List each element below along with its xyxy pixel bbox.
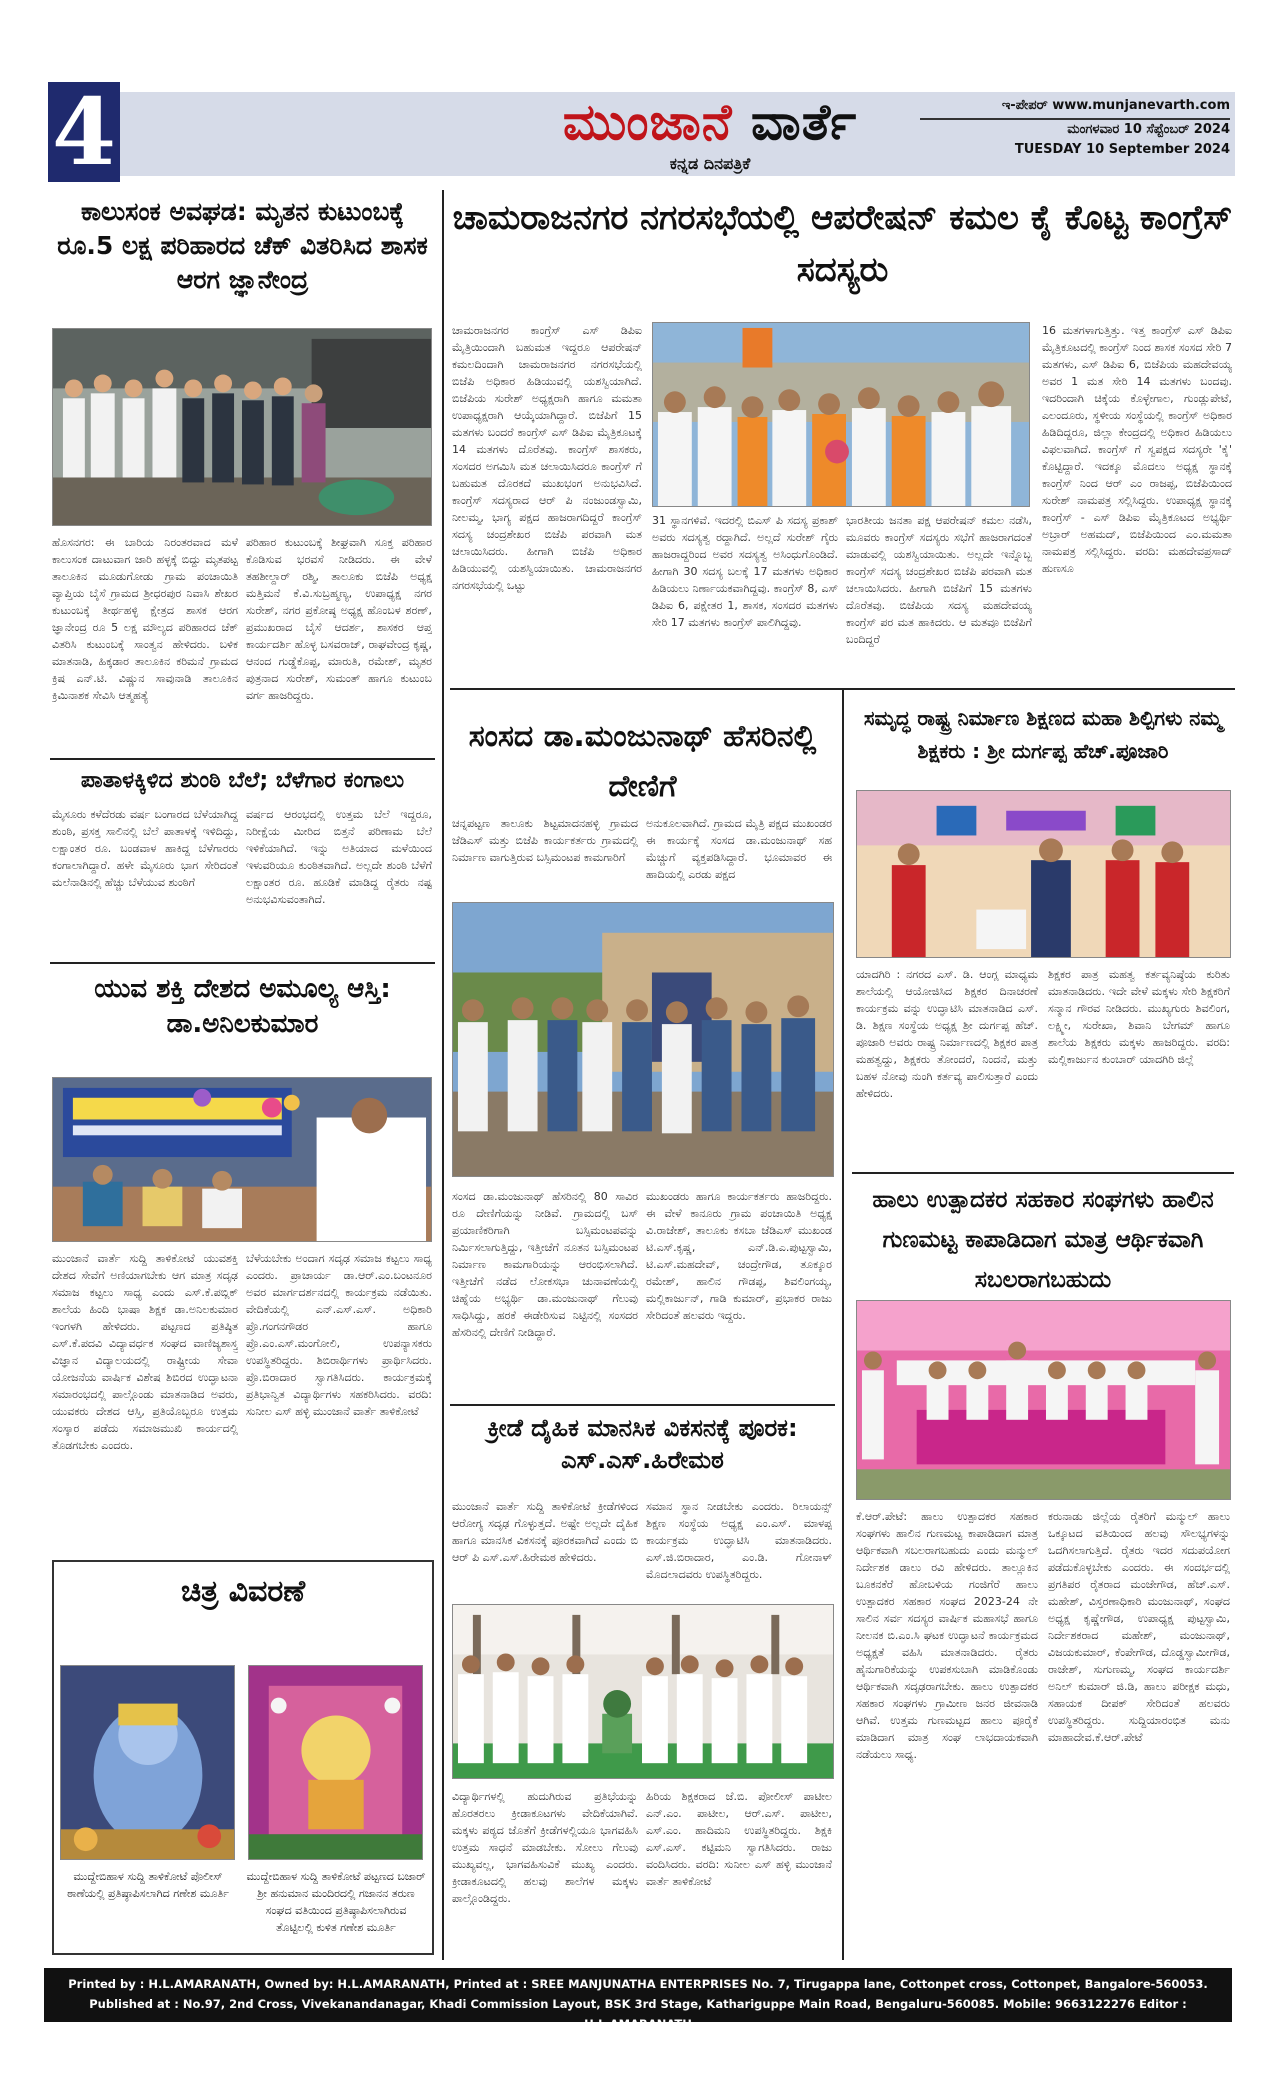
photo-halu [856,1300,1231,1500]
epaper-url[interactable]: ಇ-ಪೇಪರ್ www.munjanevarth.com [1001,98,1230,113]
headline-manjunath: ಸಂಸದ ಡಾ.ಮಂಜುನಾಥ್ ಹೆಸರಿನಲ್ಲಿ ದೇಣಿಗೆ [468,719,817,804]
imprint-line2: Published at : No.97, 2nd Cross, Vivekanandanagar, Khadi Commission Layout, BSK 3rd Stage, Kathariguppe Main Road, Bengaluru-560085. Mobile: 9663122276 Editor : H.L.AMARANATH [89,1997,1187,2031]
date-kannada: ಮಂಗಳವಾರ 10 ಸೆಪ್ಟೆಂಬರ್ 2024 [920,118,1230,140]
photo-kreeda [452,1604,834,1779]
text-chamarajanagar-col1: ಚಾಮರಾಜನಗರ ಕಾಂಗ್ರೆಸ್ ಎಸ್ ಡಿಪಿಐ ಮೈತ್ರಿಯಿಂದಾಗಿ ಬಹುಮತ ಇದ್ದರೂ ಆಪರೇಷನ್ ಕಮಲದಿಂದಾಗಿ ಚಾಮರಾಜನಗರ ನಗರಸಭೆಯಲ್ಲಿ ಬಿಜೆಪಿ ಅಧಿಕಾರ ಹಿಡಿಯುವಲ್ಲಿ ಯಶಸ್ವಿಯಾಗಿದೆ. ಬಿಜೆಪಿಯ ಸುರೇಶ್ ಅಧ್ಯಕ್ಷರಾಗಿ ಹಾಗೂ ಮಮತಾ ಉಪಾಧ್ಯಕ್ಷರಾಗಿ ಆಯ್ಕೆಯಾಗಿದ್ದಾರೆ. ಬಿಜೆಪಿಗೆ 15 ಮತಗಳು ಬಂದರೆ ಕಾಂಗ್ರೆಸ್ ಎಸ್ ಡಿಪಿಐ ಮೈತ್ರಿಕೂಟಕ್ಕೆ 14 ಮತಗಳು ದೊರೆತವು. ಕಾಂಗ್ರೆಸ್ ಶಾಸಕರು, ಸಂಸದರ ಅಗಮಿಸಿ ಮತ ಚಲಾಯಿಸಿದರೂ ಕಾಂಗ್ರೆಸ್ ಗೆ ಬಹುಮತ ದೊರಕದೆ ಮುಖಭಂಗ ಅನುಭವಿಸಿದೆ. ಕಾಂಗ್ರೆಸ್ ಸದಸ್ಯರಾದ ಆರ್ ಪಿ ನಂಜುಂಡಸ್ವಾಮಿ, ನೀಲಮ್ಮ, ಭಾಗ್ಯ ಪಕ್ಷದ ಹಾಜರಾಗದಿದ್ದರೆ ಕಾಂಗ್ರೆಸ್ ಸದಸ್ಯ ಚಂದ್ರಶೇಖರ ಬಿಜೆಪಿ ಪರವಾಗಿ ಮತ ಚಲಾಯಿಸಿದರು. ಹೀಗಾಗಿ ಬಿಜೆಪಿ ಅಧಿಕಾರ ಹಿಡಿಯುವಲ್ಲಿ ಯಶಸ್ವಿಯಾಯಿತು. ಚಾಮರಾಜನಗರ ನಗರಸಭೆಯಲ್ಲಿ ಒಟ್ಟು [452,324,642,592]
photo-ganesha-1 [60,1665,235,1860]
headline-pathala: ಪಾತಾಳಕ್ಕಿಳಿದ ಶುಂಠಿ ಬೆಲೆ; ಬೆಳೆಗಾರ ಕಂಗಾಲು [80,768,405,793]
photo-chamarajanagar [652,322,1030,507]
newspaper-title [540,92,880,152]
text-yuva-col2: ಬೆಳೆಯಬೇಕು ಅಂದಾಗ ಸದೃಢ ಸಮಾಜ ಕಟ್ಟಲು ಸಾಧ್ಯ ಎಂದರು. ಪ್ರಾಚಾರ್ಯ ಡಾ.ಆರ್.ಎಂ.ಬಂಟನೂರ ಅವರ ಮಾರ್ಗದರ್ಶನದಲ್ಲಿ ಕಾರ್ಯಕ್ರಮ ನಡೆಯಿತು. ವೇದಿಕೆಯಲ್ಲಿ ಎನ್.ಎಸ್.ಎಸ್. ಅಧಿಕಾರಿ ಪ್ರೊ.ಗಂಗನಗೌಡರ ಹಾಗೂ ಪ್ರೊ.ಎಂ.ಎಸ್.ಮಂಗೋಲಿ, ಉಪನ್ಯಾಸಕರು ಉಪಸ್ಥಿತರಿದ್ದರು. ಶಿಬಿರಾರ್ಥಿಗಳು ಪ್ರಾರ್ಥಿಸಿದರು. ಪ್ರೊ.ಬಿರಾದಾರ ಸ್ವಾಗತಿಸಿದರು. ಕಾರ್ಯಕ್ರಮಕ್ಕೆ ಪ್ರತಿಭಾನ್ವಿತ ವಿದ್ಯಾರ್ಥಿಗಳು ಸಹಕರಿಸಿದರು. ವರದಿ: ಸುನೀಲ ಎಸ್ ಹಳ್ಳಿ ಮುಂಜಾನೆ ವಾರ್ತೆ ತಾಳಿಕೋಟೆ [246,1252,432,1418]
imprint-footer [44,1968,1232,2031]
text-halu-col1: ಕೆ.ಆರ್.ಪೇಟೆ: ಹಾಲು ಉತ್ಪಾದಕರ ಸಹಕಾರ ಸಂಘಗಳು ಹಾಲಿನ ಗುಣಮಟ್ಟ ಕಾಪಾಡಿದಾಗ ಮಾತ್ರ ಆರ್ಥಿಕವಾಗಿ ಸಬಲರಾಗಬಹುದು ಎಂದು ಮನ್ಮುಲ್ ನಿರ್ದೇಶಕ ಡಾಲು ರವಿ ಹೇಳಿದರು. ತಾಲ್ಲೂಕಿನ ಬೂಕನಕೆರೆ ಹೋಬಳಿಯ ಗಂಜಿಗೆರೆ ಹಾಲು ಉತ್ಪಾದಕರ ಸಹಕಾರ ಸಂಘದ 2023-24 ನೇ ಸಾಲಿನ ಸರ್ವ ಸದಸ್ಯರ ವಾರ್ಷಿಕ ಮಹಾಸಭೆ ಹಾಗೂ ನೀಲನಕ ಬಿ.ಎಂ.ಸಿ ಘಟಕ ಉದ್ಘಾಟನೆ ಕಾರ್ಯಕ್ರಮದ ಅಧ್ಯಕ್ಷತೆ ವಹಿಸಿ ಮಾತನಾಡಿದರು. ರೈತರು ಹೈನುಗಾರಿಕೆಯನ್ನು ಉಪಕಸುಬಾಗಿ ಮಾಡಿಕೊಂಡು ಆರ್ಥಿಕವಾಗಿ ಸದೃಢರಾಗಬೇಕು. ಹಾಲು ಉತ್ಪಾದಕರ ಸಹಕಾರ ಸಂಘಗಳು ಗ್ರಾಮೀಣ ಜನರ ಜೀವನಾಡಿ ಆಗಿವೆ. ಉತ್ತಮ ಗುಣಮಟ್ಟದ ಹಾಲು ಪೂರೈಕೆ ಮಾಡಿದಾಗ ಮಾತ್ರ ಸಂಘ ಲಾಭದಾಯಕವಾಗಿ ನಡೆಯಲು ಸಾಧ್ಯ. [856,1510,1038,1761]
section-rule [50,758,435,760]
masthead [540,92,880,174]
newspaper-subtitle: ಕನ್ನಡ ದಿನಪತ್ರಿಕೆ [669,154,751,173]
text-chamarajanagar-col3: ಭಾರತೀಯ ಜನತಾ ಪಕ್ಷ ಆಪರೇಷನ್ ಕಮಲ ನಡೆಸಿ, ಮೂವರು ಕಾಂಗ್ರೆಸ್ ಸದಸ್ಯರು ಸಭೆಗೆ ಹಾಜರಾಗದಂತೆ ಮಾಡುವಲ್ಲಿ ಯಶಸ್ವಿಯಾಯಿತು. ಅಲ್ಲದೇ ಇನ್ನೊಬ್ಬ ಕಾಂಗ್ರೆಸ್ ಸದಸ್ಯ ಚಂದ್ರಶೇಖರ ಬಿಜೆಪಿ ಪರವಾಗಿ ಮತ ಚಲಾಯಿಸಿದರು. ಹೀಗಾಗಿ ಬಿಜೆಪಿಗೆ 15 ಮತಗಳು ದೊರೆತವು. ಬಿಜೆಪಿಯ ಸದಸ್ಯ ಮಹದೇವಯ್ಯ ಕಾಂಗ್ರೆಸ್ ಪರ ಮತ ಹಾಕಿದರು. ಆ ಮತವೂ ಬಿಜೆಪಿಗೆ ಬಂದಿದ್ದರೆ [846,514,1032,646]
headline-kalusanka: ಕಾಲುಸಂಕ ಅವಘಡ: ಮೃತನ ಕುಟುಂಬಕ್ಕೆ ರೂ.5 ಲಕ್ಷ ಪರಿಹಾರದ ಚೆಕ್ ವಿತರಿಸಿದ ಶಾಸಕ ಆರಗ ಜ್ಞಾನೇಂದ್ರ [57,197,428,294]
photo-yuva [52,1077,432,1242]
section-rule [450,688,1235,690]
text-kreeda-col1: ವಿದ್ಯಾರ್ಥಿಗಳಲ್ಲಿ ಹುದುಗಿರುವ ಪ್ರತಿಭೆಯನ್ನು ಹೊರತರಲು ಕ್ರೀಡಾಕೂಟಗಳು ವೇದಿಕೆಯಾಗಿವೆ. ಮಕ್ಕಳು ಪಠ್ಯದ ಜೊತೆಗೆ ಕ್ರೀಡೆಗಳಲ್ಲಿಯೂ ಭಾಗವಹಿಸಿ ಉತ್ತಮ ಸಾಧನೆ ಮಾಡಬೇಕು. ಸೋಲು ಗೆಲುವು ಮುಖ್ಯವಲ್ಲ, ಭಾಗವಹಿಸುವಿಕೆ ಮುಖ್ಯ ಎಂದರು. ಕ್ರೀಡಾಕೂಟದಲ್ಲಿ ಹಲವು ಶಾಲೆಗಳ ಮಕ್ಕಳು ಪಾಲ್ಗೊಂಡಿದ್ದರು. [452,1790,638,1905]
page-number: 4 [48,82,120,182]
text-chamarajanagar-col4: 16 ಮತಗಳಾಗುತ್ತಿತ್ತು. ಇತ್ತ ಕಾಂಗ್ರೆಸ್ ಎಸ್ ಡಿಪಿಐ ಮೈತ್ರಿಕೂಟದಲ್ಲಿ ಕಾಂಗ್ರೆಸ್ ನಿಂದ ಶಾಸಕ ಸಂಸದ ಸೇರಿ 7 ಮತಗಳು, ಎಸ್ ಡಿಪಿಐ 6, ಬಿಜೆಪಿಯ ಮಹದೇವಯ್ಯ ಅವರ 1 ಮತ ಸೇರಿ 14 ಮತಗಳು ಬಂದವು. ಇದರಿಂದಾಗಿ ಚಿಕ್ಕೆಯ ಕೊಳ್ಳೇಗಾಲ, ಗುಂಡ್ಲುಪೇಟೆ, ಎಲಂದೂರು, ಸ್ಥಳೀಯ ಸಂಸ್ಥೆಯಲ್ಲಿ ಕಾಂಗ್ರೆಸ್ ಅಧಿಕಾರ ಹಿಡಿದಿದ್ದರೂ, ಜಿಲ್ಲಾ ಕೇಂದ್ರದಲ್ಲಿ ಅಧಿಕಾರ ಹಿಡಿಯಲು ವಿಫಲವಾಗಿದೆ. ಕಾಂಗ್ರೆಸ್ ಗೆ ಸ್ವಪಕ್ಷದ ಸದಸ್ಯರೇ 'ಕೈ' ಕೊಟ್ಟಿದ್ದಾರೆ. ಇದಕ್ಕೂ ಮೊದಲು ಅಧ್ಯಕ್ಷ ಸ್ಥಾನಕ್ಕೆ ಕಾಂಗ್ರೆಸ್ ನಿಂದ ಆರ್ ಎಂ ರಾಜಪ್ಪ, ಬಿಜೆಪಿಯಿಂದ ಸುರೇಶ್ ನಾಮಪತ್ರ ಸಲ್ಲಿಸಿದ್ದರು. ಉಪಾಧ್ಯಕ್ಷ ಸ್ಥಾನಕ್ಕೆ ಕಾಂಗ್ರೆಸ್ - ಎಸ್ ಡಿಪಿಐ ಮೈತ್ರಿಕೂಟದ ಅಭ್ಯರ್ಥಿ ಅಬ್ರಾರ್ ಅಹಮದ್, ಬಿಜೆಪಿಯಿಂದ ಎಂ.ಮಮತಾ ನಾಮಪತ್ರ ಸಲ್ಲಿಸಿದ್ದರು. ವರದಿ: ಮಹದೇವಪ್ರಸಾದ್ ಹುಣಸೂ [1042,324,1232,575]
headline-chitra: ಚಿತ್ರ ವಿವರಣೆ [180,1574,306,1609]
caption-ganesha-2: ಮುದ್ದೇಬಿಹಾಳ ಸುದ್ದಿ ತಾಳಿಕೋಟೆ ಪಟ್ಟಣದ ಬಜಾರ್ ಶ್ರೀ ಹನುಮಾನ ಮಂದಿರದಲ್ಲಿ ಗಜಾನನ ತರುಣ ಸಂಘದ ವತಿಯಿಂದ ಪ್ರತಿಷ್ಠಾಪಿಸಲಾಗಿರುವ ತೊಟ್ಟಿಲಲ್ಲಿ ಕುಳಿತ ಗಣೇಶ ಮೂರ್ತಿ [246,1870,426,1934]
text-halu-col2: ಕರುನಾಡು ಜಿಲ್ಲೆಯ ರೈತರಿಗೆ ಮನ್ಮುಲ್ ಹಾಲು ಒಕ್ಕೂಟದ ವತಿಯಿಂದ ಹಲವು ಸೌಲಭ್ಯಗಳನ್ನು ಒದಗಿಸಲಾಗುತ್ತಿದೆ. ರೈತರು ಇದರ ಸದುಪಯೋಗ ಪಡೆದುಕೊಳ್ಳಬೇಕು ಎಂದರು. ಈ ಸಂದರ್ಭದಲ್ಲಿ ಪ್ರಗತಿಪರ ರೈತರಾದ ಮಂಜೇಗೌಡ, ಹೆಚ್.ಎಸ್. ಮಹೇಶ್, ವಿಸ್ತರಣಾಧಿಕಾರಿ ಮಂಜುನಾಥ್, ಸಂಘದ ಅಧ್ಯಕ್ಷ ಕೃಷ್ಣೇಗೌಡ, ಉಪಾಧ್ಯಕ್ಷ ಪುಟ್ಟಸ್ವಾಮಿ, ನಿರ್ದೇಶಕರಾದ ಮಹೇಶ್, ಮಂಜುನಾಥ್, ವಿಜಯಕುಮಾರ್, ಕೆಂಪೇಗೌಡ, ದೊಡ್ಡಸ್ವಾಮೀಗೌಡ, ರಾಜೇಶ್, ಸುಗುಣಮ್ಮ, ಸಂಘದ ಕಾರ್ಯದರ್ಶಿ ಅನಿಲ್ ಕುಮಾರ್ ಜಿ.ಡಿ, ಹಾಲು ಪರೀಕ್ಷಕ ಮಧು, ಸಹಾಯಕ ದೀಪಕ್ ಸೇರಿದಂತೆ ಹಲವರು ಉಪಸ್ಥಿತರಿದ್ದರು. ಸುದ್ದಿಯಾರಂಭಿತ ಮನು ಮಾಹಾದೇವ.ಕೆ.ಆರ್.ಪೇಟೆ [1048,1510,1230,1744]
caption-ganesha-1: ಮುದ್ದೇಬಿಹಾಳ ಸುದ್ದಿ ತಾಳಿಕೋಟೆ ಪೊಲೀಸ್ ಠಾಣೆಯಲ್ಲಿ ಪ್ರತಿಷ್ಠಾಪಿಸಲಾಗಿದ ಗಣೇಶ ಮೂರ್ತಿ [67,1870,229,1900]
text-yuva-col1: ಮುಂಜಾನೆ ವಾರ್ತೆ ಸುದ್ದಿ ತಾಳಿಕೋಟೆ ಯುವಶಕ್ತಿ ದೇಶದ ಸೇವೆಗೆ ಅಣಿಯಾಗಬೇಕು ಆಗ ಮಾತ್ರ ಸದೃಢ ಸಮಾಜ ಕಟ್ಟಲು ಸಾಧ್ಯ ಎಂದು ಎಸ್.ಕೆ.ಪಬ್ಲಿಕ್ ಶಾಲೆಯ ಹಿಂದಿ ಭಾಷಾ ಶಿಕ್ಷಕ ಡಾ.ಅನಿಲಕುಮಾರ ಇಂಗಳಗಿ ಹೇಳಿದರು. ಪಟ್ಟಣದ ಪ್ರತಿಷ್ಠಿತ ಎಸ್.ಕೆ.ಪದವಿ ವಿದ್ಯಾವರ್ಧಕ ಸಂಘದ ವಾಣಿಜ್ಯಶಾಸ್ತ್ರ ವಿಜ್ಞಾನ ವಿದ್ಯಾಲಯದಲ್ಲಿ ರಾಷ್ಟ್ರೀಯ ಸೇವಾ ಯೋಜನೆಯ ವಾರ್ಷಿಕ ವಿಶೇಷ ಶಿಬಿರದ ಉದ್ಘಾಟನಾ ಸಮಾರಂಭದಲ್ಲಿ ಪಾಲ್ಗೊಂಡು ಮಾತನಾಡಿದ ಅವರು, ಯುವಕರು ದೇಶದ ಆಸ್ತಿ, ಪ್ರತಿಯೊಬ್ಬರೂ ಉತ್ತಮ ಸಂಸ್ಕಾರ ಪಡೆದು ಸಮಾಜಮುಖಿ ಕಾರ್ಯದಲ್ಲಿ ತೊಡಗಬೇಕು ಎಂದರು. [52,1252,238,1452]
column-divider [842,690,844,1960]
text-kreeda-intro1: ಮುಂಜಾನೆ ವಾರ್ತೆ ಸುದ್ದಿ ತಾಳಿಕೋಟೆ ಕ್ರೀಡೆಗಳಿಂದ ಆರೋಗ್ಯ ಸದೃಢ ಗೊಳ್ಳುತ್ತದೆ. ಅಷ್ಟೇ ಅಲ್ಲದೇ ದೈಹಿಕ ಹಾಗೂ ಮಾನಸಿಕ ವಿಕಸನಕ್ಕೆ ಪೂರಕವಾಗಿದೆ ಎಂದು ಬಿ ಆರ್ ಪಿ ಎಸ್.ಎಸ್.ಹಿರೇಮಠ ಹೇಳಿದರು. [452,1500,638,1564]
section-rule [450,1404,835,1406]
photo-manjunath [452,902,834,1177]
section-rule [50,962,435,964]
text-manjunath-col1: ಸಂಸದ ಡಾ.ಮಂಜುನಾಥ್ ಹೆಸರಿನಲ್ಲಿ 80 ಸಾವಿರ ರೂ ದೇಣಿಗೆಯನ್ನು ನೀಡಿವೆ. ಗ್ರಾಮದಲ್ಲಿ ಬಸ್ ಪ್ರಯಾಣಿಕರಿಗಾಗಿ ಬಸ್ಸಿಮಂಟಪವನ್ನು ನಿರ್ಮಿಸಲಾಗುತ್ತಿದ್ದು, ಇತ್ತೀಚೆಗೆ ನೂತನ ಬಸ್ಸಿಮಂಟಪ ನಿರ್ಮಾಣ ಕಾಮಗಾರಿಯನ್ನು ಆರಂಭಿಸಲಾಗಿದೆ. ಇತ್ತೀಚೆಗೆ ನಡೆದ ಲೋಕಸಭಾ ಚುನಾವಣೆಯಲ್ಲಿ ಚಿಹ್ನೆಯ ಅಭ್ಯರ್ಥಿ ಡಾ.ಮಂಜುನಾಥ್ ಗೆಲುವು ಸಾಧಿಸಿದ್ದು, ಹರಕೆ ಈಡೇರಿಸುವ ನಿಟ್ಟಿನಲ್ಲಿ ಸಂಸದರ ಹೆಸರಿನಲ್ಲಿ ದೇಣಿಗೆ ನೀಡಿದ್ದಾರೆ. [452,1190,638,1339]
section-rule [852,1172,1234,1174]
headline-yuva: ಯುವ ಶಕ್ತಿ ದೇಶದ ಅಮೂಲ್ಯ ಆಸ್ತಿ: ಡಾ.ಅನಿಲಕುಮಾರ [94,974,391,1040]
text-pathala-col2: ವರ್ಷದ ಆರಂಭದಲ್ಲಿ ಉತ್ತಮ ಬೆಲೆ ಇದ್ದರೂ, ನಿರೀಕ್ಷೆಯ ಮೀರಿದ ಬಿತ್ತನೆ ಪರಿಣಾಮ ಬೆಲೆ ಇಳಿಕೆಯಾಗಿದೆ. ಇನ್ನು ಅತಿಯಾದ ಮಳೆಯಿಂದ ಇಳುವರಿಯೂ ಕುಂಠಿತವಾಗಿದೆ. ಅಲ್ಲದೇ ಶುಂಠಿ ಬೆಳೆಗೆ ಲಕ್ಷಾಂತರ ರೂ. ಹೂಡಿಕೆ ಮಾಡಿದ್ದ ರೈತರು ನಷ್ಟ ಅನುಭವಿಸುವಂತಾಗಿದೆ. [246,808,432,906]
title-part1: ಮುಂಜಾನೆ [562,93,733,151]
text-manjunath-intro2: ಅನುಕೂಲವಾಗಿದೆ. ಗ್ರಾಮದ ಮೈತ್ರಿ ಪಕ್ಷದ ಮುಖಂಡರ ಈ ಕಾರ್ಯಕ್ಕೆ ಸಂಸದ ಡಾ.ಮಂಜುನಾಥ್ ಸಹ ಮೆಚ್ಚುಗೆ ವ್ಯಕ್ತಪಡಿಸಿದ್ದಾರೆ. ಭೂಮಾವರ ಈ ಹಾದಿಯಲ್ಲಿ ಎರಡು ಪಕ್ಷದ [646,817,832,881]
text-pathala-col1: ಮೈಸೂರು ಕಳೆದೆರಡು ವರ್ಷ ಬಂಗಾರದ ಬೆಳೆಯಾಗಿದ್ದ ಶುಂಠಿ, ಪ್ರಸಕ್ತ ಸಾಲಿನಲ್ಲಿ ಬೆಲೆ ಪಾತಾಳಕ್ಕೆ ಇಳಿದಿದ್ದು, ಲಕ್ಷಾಂತರ ರೂ. ಬಂಡವಾಳ ಹಾಕಿದ್ದ ಬೆಳೆಗಾರರು ಕಂಗಾಲಾಗಿದ್ದಾರೆ. ಹಳೇ ಮೈಸೂರು ಭಾಗ ಸೇರಿದಂತೆ ಮಲೆನಾಡಿನಲ್ಲಿ ಹೆಚ್ಚು ಬೆಳೆಯುವ ಶುಂಠಿಗೆ [52,808,238,889]
text-kalusanka-col1: ಹೊಸನಗರ: ಈ ಬಾರಿಯ ನಿರಂತರವಾದ ಮಳೆ ಕಾಲುಸಂಕ ದಾಟುವಾಗ ಜಾರಿ ಹಳ್ಳಕ್ಕೆ ಬಿದ್ದು ಮೃತಪಟ್ಟ ತಾಲೂಕಿನ ಮೂಡುಗೋಡು ಗ್ರಾಮ ಪಂಚಾಯಿತಿ ವ್ಯಾಪ್ತಿಯ ಬೈಸೆ ಗ್ರಾಮದ ಶ್ರೀಧರಪುರ ನಿವಾಸಿ ಶೇಖರ ಕುಟುಂಬಕ್ಕೆ ತೀರ್ಥಹಳ್ಳಿ ಕ್ಷೇತ್ರದ ಶಾಸಕ ಆರಗ ಜ್ಞಾನೇಂದ್ರ ರೂ 5 ಲಕ್ಷ ಮೌಲ್ಯದ ಪರಿಹಾರದ ಚೆಕ್ ವಿತರಿಸಿ ಕುಟುಂಬಕ್ಕೆ ಸಾಂತ್ವನ ಹೇಳಿದರು. ಬಳಿಕ ಮಾತನಾಡಿ, ಹಿಕ್ಕಡಾರ ತಾಲೂಕಿನ ಕರಿಮನೆ ಗ್ರಾಮದ ಕ್ರಿಷ ಎನ್.ಟಿ. ವಿಷ್ಣುನ ಸಾವುನಾಡಿ ತಾಲೂಕಿನ ಕ್ರಿಮಿನಾಶಕ ಸೇವಿಸಿ ಆತ್ಮಹತ್ಯೆ [52,536,238,702]
text-manjunath-intro1: ಚನ್ನಪಟ್ಟಣ ತಾಲೂಕು ಶಿಟ್ಟಮಾದನಹಳ್ಳಿ ಗ್ರಾಮದ ಜೆಡಿಎಸ್ ಮತ್ತು ಬಿಜೆಪಿ ಕಾರ್ಯಕರ್ತರು ಗ್ರಾಮದಲ್ಲಿ ನಿರ್ಮಾಣ ವಾಗುತ್ತಿರುವ ಬಸ್ಸಿಮಂಟಪ ಕಾಮಗಾರಿಗೆ [452,817,638,864]
text-shikshaka-col1: ಯಾದಗಿರಿ : ನಗರದ ಎಸ್. ಡಿ. ಆಂಗ್ಲ ಮಾಧ್ಯಮ ಶಾಲೆಯಲ್ಲಿ ಆಯೋಜಿಸಿದ ಶಿಕ್ಷಕರ ದಿನಾಚರಣೆ ಕಾರ್ಯಕ್ರಮ ವನ್ನು ಉದ್ಘಾಟಿಸಿ ಮಾತನಾಡಿದ ಎಸ್. ಡಿ. ಶಿಕ್ಷಣ ಸಂಸ್ಥೆಯ ಅಧ್ಯಕ್ಷ ಶ್ರೀ ದುರ್ಗಪ್ಪ ಹೆಚ್. ಪೂಜಾರಿ ಅವರು ರಾಷ್ಟ್ರ ನಿರ್ಮಾಣದಲ್ಲಿ ಶಿಕ್ಷಕರ ಪಾತ್ರ ಮಹತ್ವದ್ದು, ಶಿಕ್ಷಕರು ತೋಂದರೆ, ನಿಂದನೆ, ಮತ್ತು ಬಹಳ ನೋವು ನುಂಗಿ ಕರ್ತವ್ಯ ಪಾಲಿಸುತ್ತಾರೆ ಎಂದು ಹೇಳಿದರು. [856,968,1038,1100]
date-english: TUESDAY 10 September 2024 [1014,142,1230,157]
text-shikshaka-col2: ಶಿಕ್ಷಕರ ಪಾತ್ರ ಮಹತ್ವ ಕರ್ತವ್ಯನಿಷ್ಠೆಯ ಕುರಿತು ಮಾತನಾಡಿದರು. ಇದೇ ವೇಳೆ ಮಕ್ಕಳು ಸೇರಿ ಶಿಕ್ಷಕರಿಗೆ ಸನ್ಮಾನ ಗೌರವ ನೀಡಿದರು. ಮುಖ್ಯಗುರು ಶಿವಲಿಂಗ, ಲಕ್ಷ್ಮೀ, ಸುರೇಖಾ, ಶಿವಾನಿ ಬೇಗಮ್ ಹಾಗೂ ಶಾಲೆಯ ಶಿಕ್ಷಕರು ಮಕ್ಕಳು ಹಾಜರಿದ್ದರು. ವರದಿ: ಮಲ್ಲಿಕಾರ್ಜುನ ಕುಂಬಾರ್ ಯಾದಗಿರಿ ಜಿಲ್ಲೆ [1048,968,1230,1066]
column-divider [442,190,444,1960]
text-kalusanka-col2: ಪರಿಹಾರ ಕುಟುಂಬಕ್ಕೆ ಶೀಘ್ರವಾಗಿ ಸೂಕ್ತ ಪರಿಹಾರ ಕೊಡಿಸುವ ಭರವಸೆ ನೀಡಿದರು. ಈ ವೇಳೆ ತಹಶೀಲ್ದಾರ್ ರಶ್ಮಿ, ತಾಲೂಕು ಬಿಜೆಪಿ ಅಧ್ಯಕ್ಷ ಮತ್ತಿಮನೆ ಕೆ.ವಿ.ಸುಬ್ರಹ್ಮಣ್ಯ, ಉಪಾಧ್ಯಕ್ಷ ನಗರ ಸುರೇಶ್, ನಗರ ಪ್ರಕೋಷ್ಠ ಅಧ್ಯಕ್ಷ ಹೊಂಬಳ ಶರಣ್, ಪ್ರಮುಖರಾದ ಬೈಸೆ ಆದರ್ಶ, ಶಾಸಕರ ಆಪ್ತ ಕಾರ್ಯದರ್ಶಿ ಹೊಳ್ಳ ಬಸವರಾಜ್, ರಾಘವೇಂದ್ರ ಕೃಷ್ಣ, ಆನಂದ ಗುಡ್ಡೆಕೊಪ್ಪ, ಮಾರುತಿ, ರಮೇಶ್, ಮೃತರ ಪುತ್ರನಾದ ಸುರೇಶ್, ಸುಮಂತ್ ಹಾಗೂ ಕುಟುಂಬ ವರ್ಗ ಹಾಜರಿದ್ದರು. [246,536,432,702]
text-kreeda-intro2: ಸಮಾನ ಸ್ಥಾನ ನೀಡಬೇಕು ಎಂದರು. ರಿಲಾಯನ್ಸ್ ಶಿಕ್ಷಣ ಸಂಸ್ಥೆಯ ಅಧ್ಯಕ್ಷ ಎಂ.ಎಸ್. ಮಾಳಪ್ಪ ಕಾರ್ಯಕ್ರಮ ಉದ್ಘಾಟಿಸಿ ಮಾತನಾಡಿದರು. ಎಸ್.ಜಿ.ಬಿರಾದಾರ, ಎಂ.ಡಿ. ಗೋನಾಳ್ ಮೊದಲಾದವರು ಉಪಸ್ಥಿತರಿದ್ದರು. [646,1500,832,1581]
photo-shikshaka [856,790,1231,958]
headline-chamarajanagar: ಚಾಮರಾಜನಗರ ನಗರಸಭೆಯಲ್ಲಿ ಆಪರೇಷನ್ ಕಮಲ ಕೈ ಕೊಟ್ಟ ಕಾಂಗ್ರೆಸ್ ಸದಸ್ಯರು [452,198,1233,290]
photo-kalusanka [52,328,432,526]
title-part2: ವಾರ್ತೆ [750,93,858,151]
headline-halu: ಹಾಲು ಉತ್ಪಾದಕರ ಸಹಕಾರ ಸಂಘಗಳು ಹಾಲಿನ ಗುಣಮಟ್ಟ ಕಾಪಾಡಿದಾಗ ಮಾತ್ರ ಆರ್ಥಿಕವಾಗಿ ಸಬಲರಾಗಬಹುದು [872,1187,1214,1293]
headline-shikshaka: ಸಮೃದ್ಧ ರಾಷ್ಟ್ರ ನಿರ್ಮಾಣ ಶಿಕ್ಷಣದ ಮಹಾ ಶಿಲ್ಪಿಗಳು ನಮ್ಮ ಶಿಕ್ಷಕರು : ಶ್ರೀ ದುರ್ಗಪ್ಪ ಹೆಚ್.ಪೂಜಾರಿ [863,706,1223,763]
headline-kreeda: ಕ್ರೀಡೆ ದೈಹಿಕ ಮಾನಸಿಕ ವಿಕಸನಕ್ಕೆ ಪೂರಕ: ಎಸ್.ಎಸ್.ಹಿರೇಮಠ [487,1414,798,1475]
text-kreeda-col2: ಹಿರಿಯ ಶಿಕ್ಷಕರಾದ ಜೆ.ಬಿ. ಪೋಲೀಸ್ ಪಾಟೀಲ ಎನ್.ಎಂ. ಪಾಟೀಲ, ಆರ್.ಎಸ್. ಪಾಟೀಲ, ಎಸ್.ಎಂ. ಹಾದಿಮನಿ ಉಪಸ್ಥಿತರಿದ್ದರು. ಶಿಕ್ಷಕಿ ಎಸ್.ಎಸ್. ಕಟ್ಟಿಮನಿ ಸ್ವಾಗತಿಸಿದರು. ರಾಜು ವಂದಿಸಿದರು. ವರದಿ: ಸುನೀಲ ಎಸ್ ಹಳ್ಳಿ ಮುಂಜಾನೆ ವಾರ್ತೆ ತಾಳಿಕೋಟೆ [646,1790,832,1888]
text-manjunath-col2: ಮುಖಂಡರು ಹಾಗೂ ಕಾರ್ಯಕರ್ತರು ಹಾಜರಿದ್ದರು. ಈ ವೇಳೆ ಕಾನೂರು ಗ್ರಾಮ ಪಂಚಾಯಿತಿ ಅಧ್ಯಕ್ಷ ವಿ.ರಾಜೇಶ್, ತಾಲೂಕು ಕಸಬಾ ಜೆಡಿಎಸ್ ಮುಖಂಡ ಟಿ.ಎಸ್.ಕೃಷ್ಣ, ಎನ್.ಡಿ.ಎ.ಪುಟ್ಟಸ್ವಾಮಿ, ಟಿ.ಎಸ್.ಮಹದೇವ್, ಚಂದ್ರೇಗೌಡ, ತೂಕ್ಕೂರ ರಮೇಶ್, ಹಾಲಿನ ಗೌಡಪ್ಪ, ಶಿವಲಿಂಗಯ್ಯ, ಮಲ್ಲಿಕಾರ್ಜುನ್, ಗಾಡಿ ಕುಮಾರ್, ಪ್ರಭಾಕರ ರಾಜು ಸೇರಿದಂತೆ ಹಲವರು ಇದ್ದರು. [646,1190,832,1322]
text-chamarajanagar-col2: 31 ಸ್ಥಾನಗಳಿವೆ. ಇದರಲ್ಲಿ ಬಿಎಸ್ ಪಿ ಸದಸ್ಯ ಪ್ರಕಾಶ್ ಅವರು ಸದಸ್ಯತ್ವ ರದ್ದಾಗಿದೆ. ಅಲ್ಲದೆ ಸುರೇಶ್ ಗೈರು ಹಾಜರಾದ್ದರಿಂದ ಅವರ ಸದಸ್ಯತ್ವ ಅಸಿಂಧುಗೊಂಡಿದೆ. ಹೀಗಾಗಿ 30 ಸದಸ್ಯ ಬಲಕ್ಕೆ 17 ಮತಗಳು ಅಧಿಕಾರ ಹಿಡಿಯಲು ನಿರ್ಣಾಯಕವಾಗಿದ್ದವು. ಕಾಂಗ್ರೆಸ್ 8, ಎಸ್ ಡಿಪಿಐ 6, ಪಕ್ಷೇತರ 1, ಶಾಸಕ, ಸಂಸದರ ಮತಗಳು ಸೇರಿ 17 ಮತಗಳು ಕಾಂಗ್ರೆಸ್ ಪಾಲಿಗಿದ್ದವು. [652,514,838,629]
imprint-line1: Printed by : H.L.AMARANATH, Owned by: H.L.AMARANATH, Printed at : SREE MANJUNATHA ENTERPRISES No. 7, Tirugappa lane, Cottonpet cross, Cottonpet, Bangalore-560053. [68,1977,1208,1991]
photo-ganesha-2 [248,1665,423,1860]
date-block [920,96,1230,160]
